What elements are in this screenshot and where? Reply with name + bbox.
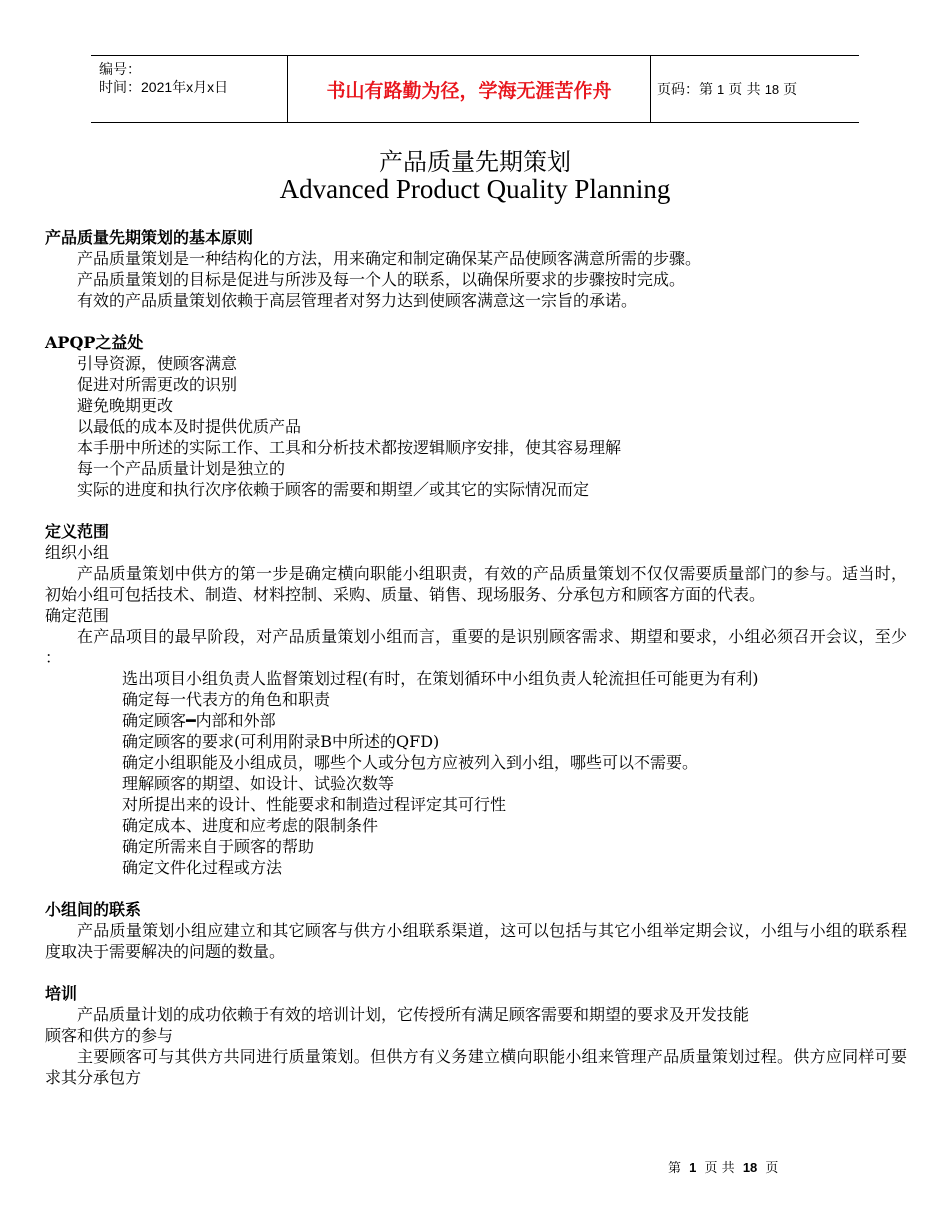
scope-item: 确定小组职能及小组成员，哪些个人或分包方应被列入到小组，哪些可以不需要。 bbox=[122, 753, 699, 772]
scope-item: 理解顾客的期望、如设计、试验次数等 bbox=[122, 774, 395, 793]
footer-mid: 页 共 bbox=[704, 1161, 735, 1176]
section-heading-benefits: APQP之益处 bbox=[45, 333, 144, 352]
training-line: 产品质量计划的成功依赖于有效的培训计划，它传授所有满足顾客需要和期望的要求及开发技能 bbox=[77, 1005, 750, 1024]
scope-item: 确定成本、进度和应考虑的限制条件 bbox=[122, 816, 379, 835]
footer-prefix: 第 bbox=[668, 1161, 682, 1176]
benefit-item: 促进对所需更改的识别 bbox=[77, 375, 238, 394]
document-body bbox=[45, 227, 907, 1088]
scope-item: 确定文件化过程或方法 bbox=[122, 858, 283, 877]
benefit-item: 实际的进度和执行次序依赖于顾客的需要和期望／或其它的实际情况而定 bbox=[77, 480, 590, 499]
define-scope-paragraph: 在产品项目的最早阶段，对产品质量策划小组而言，重要的是识别顾客需求、期望和要求，小组必须召开会议，至少 ： bbox=[45, 627, 907, 667]
page-suffix: 页 bbox=[783, 82, 798, 98]
header-motto: 书山有路勤为径，学海无涯苦作舟 bbox=[287, 56, 651, 122]
subheading-define-scope: 确定范围 bbox=[45, 606, 110, 625]
scope-item: 选出项目小组负责人监督策划过程(有时，在策划循环中小组负责人轮流担任可能更为有利) bbox=[122, 669, 759, 688]
benefit-item: 本手册中所述的实际工作、工具和分析技术都按逻辑顺序安排，使其容易理解 bbox=[77, 438, 622, 457]
footer-total-pages: 18 bbox=[742, 1160, 758, 1175]
header-meta bbox=[99, 56, 289, 126]
section-heading-training: 培训 bbox=[45, 984, 78, 1003]
scope-item: 确定所需来自于顾客的帮助 bbox=[122, 837, 315, 856]
principle-line: 产品质量策划是一种结构化的方法，用来确定和制定确保某产品使顾客满意所需的步骤。 bbox=[77, 249, 702, 268]
benefit-item: 以最低的成本及时提供优质产品 bbox=[77, 417, 302, 436]
date-label: 时间：2021年x月x日 bbox=[99, 79, 229, 95]
scope-item: 确定每一代表方的角色和职责 bbox=[122, 690, 331, 709]
training-paragraph: 主要顾客可与其供方共同进行质量策划。但供方有义务建立横向职能小组来管理产品质量策划过程。供方应同样可要求其分承包方 bbox=[45, 1047, 907, 1087]
page-title-english: Advanced Product Quality Planning bbox=[279, 174, 671, 204]
scope-item: 对所提出来的设计、性能要求和制造过程评定其可行性 bbox=[122, 795, 507, 814]
training-subheading: 顾客和供方的参与 bbox=[45, 1026, 174, 1045]
page-current: 1 bbox=[717, 81, 725, 97]
scope-item: 确定顾客━内部和外部 bbox=[122, 711, 276, 730]
footer-current-page: 1 bbox=[689, 1160, 697, 1175]
benefit-item: 引导资源，使顾客满意 bbox=[77, 354, 238, 373]
subheading-organize-team: 组织小组 bbox=[45, 543, 110, 562]
footer-suffix: 页 bbox=[765, 1161, 779, 1176]
page-prefix: 页码：第 bbox=[657, 82, 713, 98]
page-title-chinese: 产品质量先期策划 bbox=[379, 148, 571, 176]
liaison-paragraph: 产品质量策划小组应建立和其它顾客与供方小组联系渠道，这可以包括与其它小组举定期会议，小组与小组的联系程度取决于需要解决的问题的数量。 bbox=[45, 921, 907, 961]
benefit-item: 避免晚期更改 bbox=[77, 396, 174, 415]
page-total: 18 bbox=[764, 81, 780, 97]
serial-label: 编号： bbox=[99, 61, 141, 77]
header-page-info bbox=[657, 56, 857, 122]
section-heading-liaison: 小组间的联系 bbox=[45, 900, 142, 919]
section-heading-scope: 定义范围 bbox=[45, 522, 110, 541]
page-header bbox=[91, 55, 859, 123]
principle-line: 产品质量策划的目标是促进与所涉及每一个人的联系，以确保所要求的步骤按时完成。 bbox=[77, 270, 686, 289]
principle-line: 有效的产品质量策划依赖于高层管理者对努力达到使顾客满意这一宗旨的承诺。 bbox=[77, 291, 638, 310]
benefit-item: 每一个产品质量计划是独立的 bbox=[77, 459, 286, 478]
page-mid: 页 共 bbox=[728, 82, 761, 98]
section-heading-principles: 产品质量先期策划的基本原则 bbox=[45, 228, 254, 247]
organize-team-paragraph: 产品质量策划中供方的第一步是确定横向职能小组职责，有效的产品质量策划不仅仅需要质量部门的参与。适当时，初始小组可包括技术、制造、材料控制、采购、质量、销售、现场服务、分承包方和顾客方面的代表。 bbox=[45, 564, 907, 604]
page-footer bbox=[668, 1157, 778, 1176]
scope-item: 确定顾客的要求(可利用附录B中所述的QFD) bbox=[122, 732, 440, 751]
